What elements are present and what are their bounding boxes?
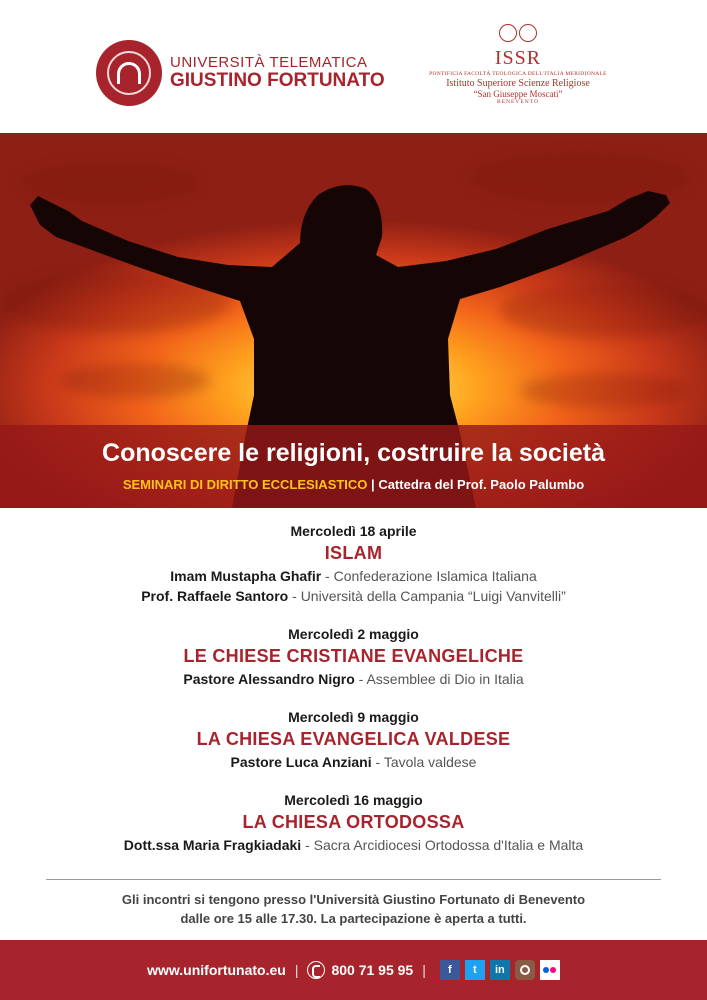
twitter-icon[interactable]: t bbox=[465, 960, 485, 980]
footer bbox=[0, 940, 707, 1000]
speaker-name: Pastore Alessandro Nigro bbox=[183, 671, 355, 687]
facebook-icon[interactable]: f bbox=[440, 960, 460, 980]
phone-number[interactable]: 800 71 95 95 bbox=[331, 962, 414, 978]
speaker-affiliation: Assemblee di Dio in Italia bbox=[366, 671, 524, 687]
event-topic: LA CHIESA ORTODOSSA bbox=[242, 812, 465, 832]
speaker-separator: - bbox=[321, 568, 334, 584]
event-date: Mercoledì 16 maggio bbox=[284, 792, 423, 808]
event-date: Mercoledì 9 maggio bbox=[288, 709, 419, 725]
issr-monogram: ISSR bbox=[494, 47, 542, 69]
subtitle-separator: | bbox=[371, 477, 375, 492]
university-logo[interactable] bbox=[96, 40, 385, 106]
event-speaker bbox=[0, 566, 707, 586]
speaker-affiliation: Università della Campania “Luigi Vanvitelli” bbox=[300, 588, 566, 604]
event-item bbox=[0, 522, 707, 606]
event-list bbox=[0, 522, 707, 874]
event-date: Mercoledì 18 aprile bbox=[290, 523, 417, 539]
speaker-name: Pastore Luca Anziani bbox=[230, 754, 372, 770]
speaker-affiliation: Confederazione Islamica Italiana bbox=[333, 568, 537, 584]
issr-logo[interactable] bbox=[418, 22, 618, 105]
speaker-name: Prof. Raffaele Santoro bbox=[141, 588, 289, 604]
linkedin-icon[interactable]: in bbox=[490, 960, 510, 980]
speaker-affiliation: Tavola valdese bbox=[383, 754, 477, 770]
event-item bbox=[0, 791, 707, 855]
event-speaker bbox=[0, 752, 707, 772]
event-topic: ISLAM bbox=[324, 543, 383, 563]
issr-faculty: PONTIFICIA FACOLTÀ TEOLOGICA DELL'ITALIA MERIDIONALE bbox=[429, 71, 607, 77]
speaker-name: Imam Mustapha Ghafir bbox=[170, 568, 322, 584]
venue-info bbox=[0, 890, 707, 928]
website-link[interactable]: www.unifortunato.eu bbox=[147, 962, 286, 978]
university-name-line1: UNIVERSITÀ TELEMATICA bbox=[170, 54, 368, 72]
instagram-icon[interactable] bbox=[515, 960, 535, 980]
event-series-subtitle bbox=[0, 477, 707, 492]
speaker-affiliation: Sacra Arcidiocesi Ortodossa d'Italia e Malta bbox=[313, 837, 584, 853]
venue-line: Gli incontri si tengono presso l'Università Giustino Fortunato di Benevento bbox=[121, 892, 586, 907]
flickr-icon[interactable] bbox=[540, 960, 560, 980]
speaker-name: Dott.ssa Maria Fragkiadaki bbox=[123, 837, 302, 853]
university-seal-icon bbox=[96, 40, 162, 106]
speaker-separator: - bbox=[288, 588, 301, 604]
issr-name: Istituto Superiore Scienze Religiose bbox=[446, 78, 590, 89]
speaker-separator: - bbox=[301, 837, 314, 853]
issr-subtitle: “San Giuseppe Moscati” bbox=[473, 89, 563, 99]
event-topic: LE CHIESE CRISTIANE EVANGELICHE bbox=[183, 646, 524, 666]
speaker-separator: - bbox=[354, 671, 367, 687]
issr-city: BENEVENTO bbox=[497, 99, 539, 105]
footer-separator: | bbox=[294, 962, 299, 978]
event-series-title: Conoscere le religioni, costruire la società bbox=[102, 439, 605, 467]
event-date: Mercoledì 2 maggio bbox=[288, 626, 419, 642]
issr-emblem-icon bbox=[498, 22, 538, 54]
university-name-line2: GIUSTINO FORTUNATO bbox=[170, 69, 385, 91]
speaker-separator: - bbox=[371, 754, 384, 770]
divider bbox=[46, 879, 661, 880]
title-banner bbox=[0, 425, 707, 508]
schedule-line: dalle ore 15 alle 17.30. La partecipazione è aperta a tutti. bbox=[180, 911, 527, 926]
header bbox=[0, 0, 707, 133]
seminar-series-label: SEMINARI DI DIRITTO ECCLESIASTICO bbox=[122, 477, 368, 492]
event-speaker bbox=[0, 586, 707, 606]
event-speaker bbox=[0, 835, 707, 855]
footer-separator: | bbox=[422, 962, 426, 978]
event-item bbox=[0, 708, 707, 772]
event-topic: LA CHIESA EVANGELICA VALDESE bbox=[196, 729, 511, 749]
chair-label: Cattedra del Prof. Paolo Palumbo bbox=[378, 477, 585, 492]
hero-image bbox=[0, 133, 707, 508]
event-speaker bbox=[0, 669, 707, 689]
phone-icon bbox=[307, 961, 325, 979]
event-item bbox=[0, 625, 707, 689]
